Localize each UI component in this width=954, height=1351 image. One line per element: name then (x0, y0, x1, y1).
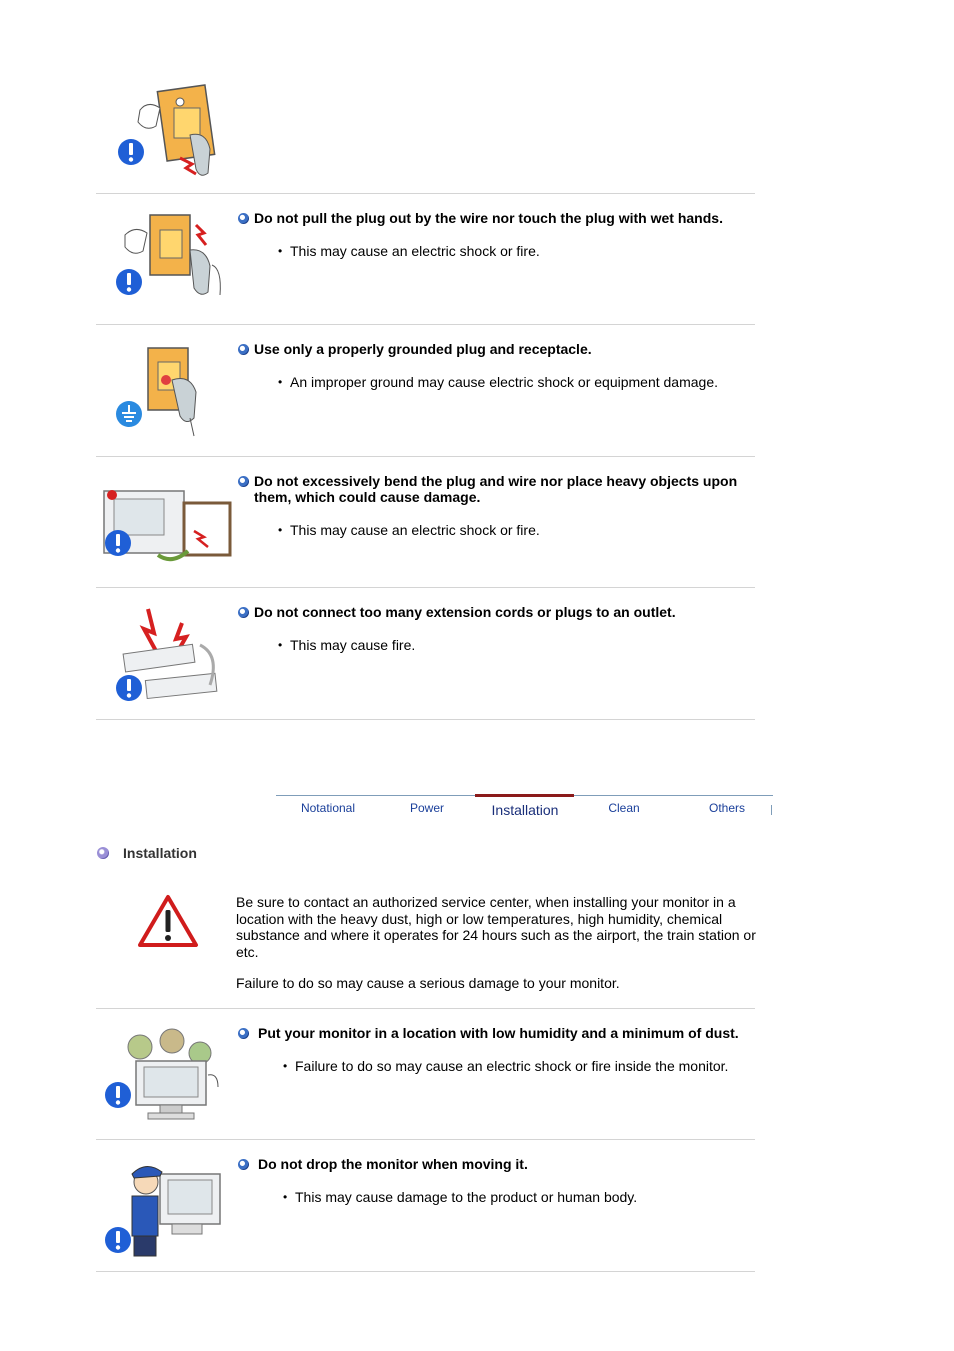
alert-icon (115, 268, 143, 296)
warning-paragraph: Be sure to contact an authorized service center, when installing your monitor in a location with the heavy dust, high or low temperatures, high humidity, chemical substance and where it operates for 24 hours such as the airport, the train station or etc. (236, 894, 756, 960)
tab-notational[interactable]: Notational (300, 801, 356, 815)
section-title: Installation (123, 845, 197, 861)
warning-triangle-icon (137, 894, 199, 948)
section-bullet-icon (97, 847, 109, 859)
divider (96, 719, 755, 720)
active-tab-indicator (475, 794, 574, 797)
alert-icon (117, 138, 145, 166)
wet-hands-plug-illustration (110, 205, 250, 315)
block-bullet: • This may cause an electric shock or fire. (290, 522, 540, 538)
bullet-dot-icon (238, 1159, 249, 1170)
divider (96, 193, 755, 194)
divider (96, 1271, 755, 1272)
tab-others[interactable]: Others (708, 801, 745, 815)
block-bullet: • This may cause an electric shock or fire. (290, 243, 540, 259)
block-heading: Do not connect too many extension cords or plugs to an outlet. (238, 604, 758, 620)
block-bullet: • This may cause fire. (290, 637, 415, 653)
ground-icon (115, 400, 143, 428)
block-bullet: • An improper ground may cause electric shock or equipment damage. (290, 374, 718, 390)
alert-icon (104, 529, 132, 557)
block-heading: Use only a properly grounded plug and receptacle. (238, 341, 758, 357)
warning-paragraph: Failure to do so may cause a serious damage to your monitor. (236, 975, 620, 991)
bullet-dot-icon (238, 344, 249, 355)
tab-clean[interactable]: Clean (608, 801, 640, 815)
bullet-dot-icon (238, 476, 249, 487)
tab-power[interactable]: Power (409, 801, 444, 815)
alert-icon (115, 674, 143, 702)
divider (96, 1139, 755, 1140)
bullet-dot-icon (238, 1028, 249, 1039)
divider (96, 587, 755, 588)
section-tab-bar (276, 795, 773, 820)
bullet-dot-icon (238, 607, 249, 618)
dusty-humid-monitor-illustration (110, 1022, 250, 1132)
divider (96, 324, 755, 325)
block-heading: Do not drop the monitor when moving it. (238, 1156, 768, 1172)
bullet-dot-icon (238, 213, 249, 224)
divider (96, 456, 755, 457)
block-bullet: • This may cause damage to the product or human body. (295, 1189, 637, 1205)
alert-icon (104, 1226, 132, 1254)
tab-separator (771, 805, 772, 815)
block-heading: Do not excessively bend the plug and wire nor place heavy objects upon them, which could cause damage. (238, 473, 758, 505)
plug-outlet-illustration (110, 80, 250, 190)
block-heading: Put your monitor in a location with low humidity and a minimum of dust. (238, 1025, 768, 1041)
tab-installation[interactable]: Installation (491, 802, 559, 818)
divider (96, 1008, 755, 1009)
grounded-plug-illustration (110, 340, 250, 450)
block-bullet: • Failure to do so may cause an electric shock or fire inside the monitor. (295, 1058, 728, 1074)
block-heading: Do not pull the plug out by the wire nor touch the plug with wet hands. (238, 210, 758, 226)
alert-icon (104, 1081, 132, 1109)
